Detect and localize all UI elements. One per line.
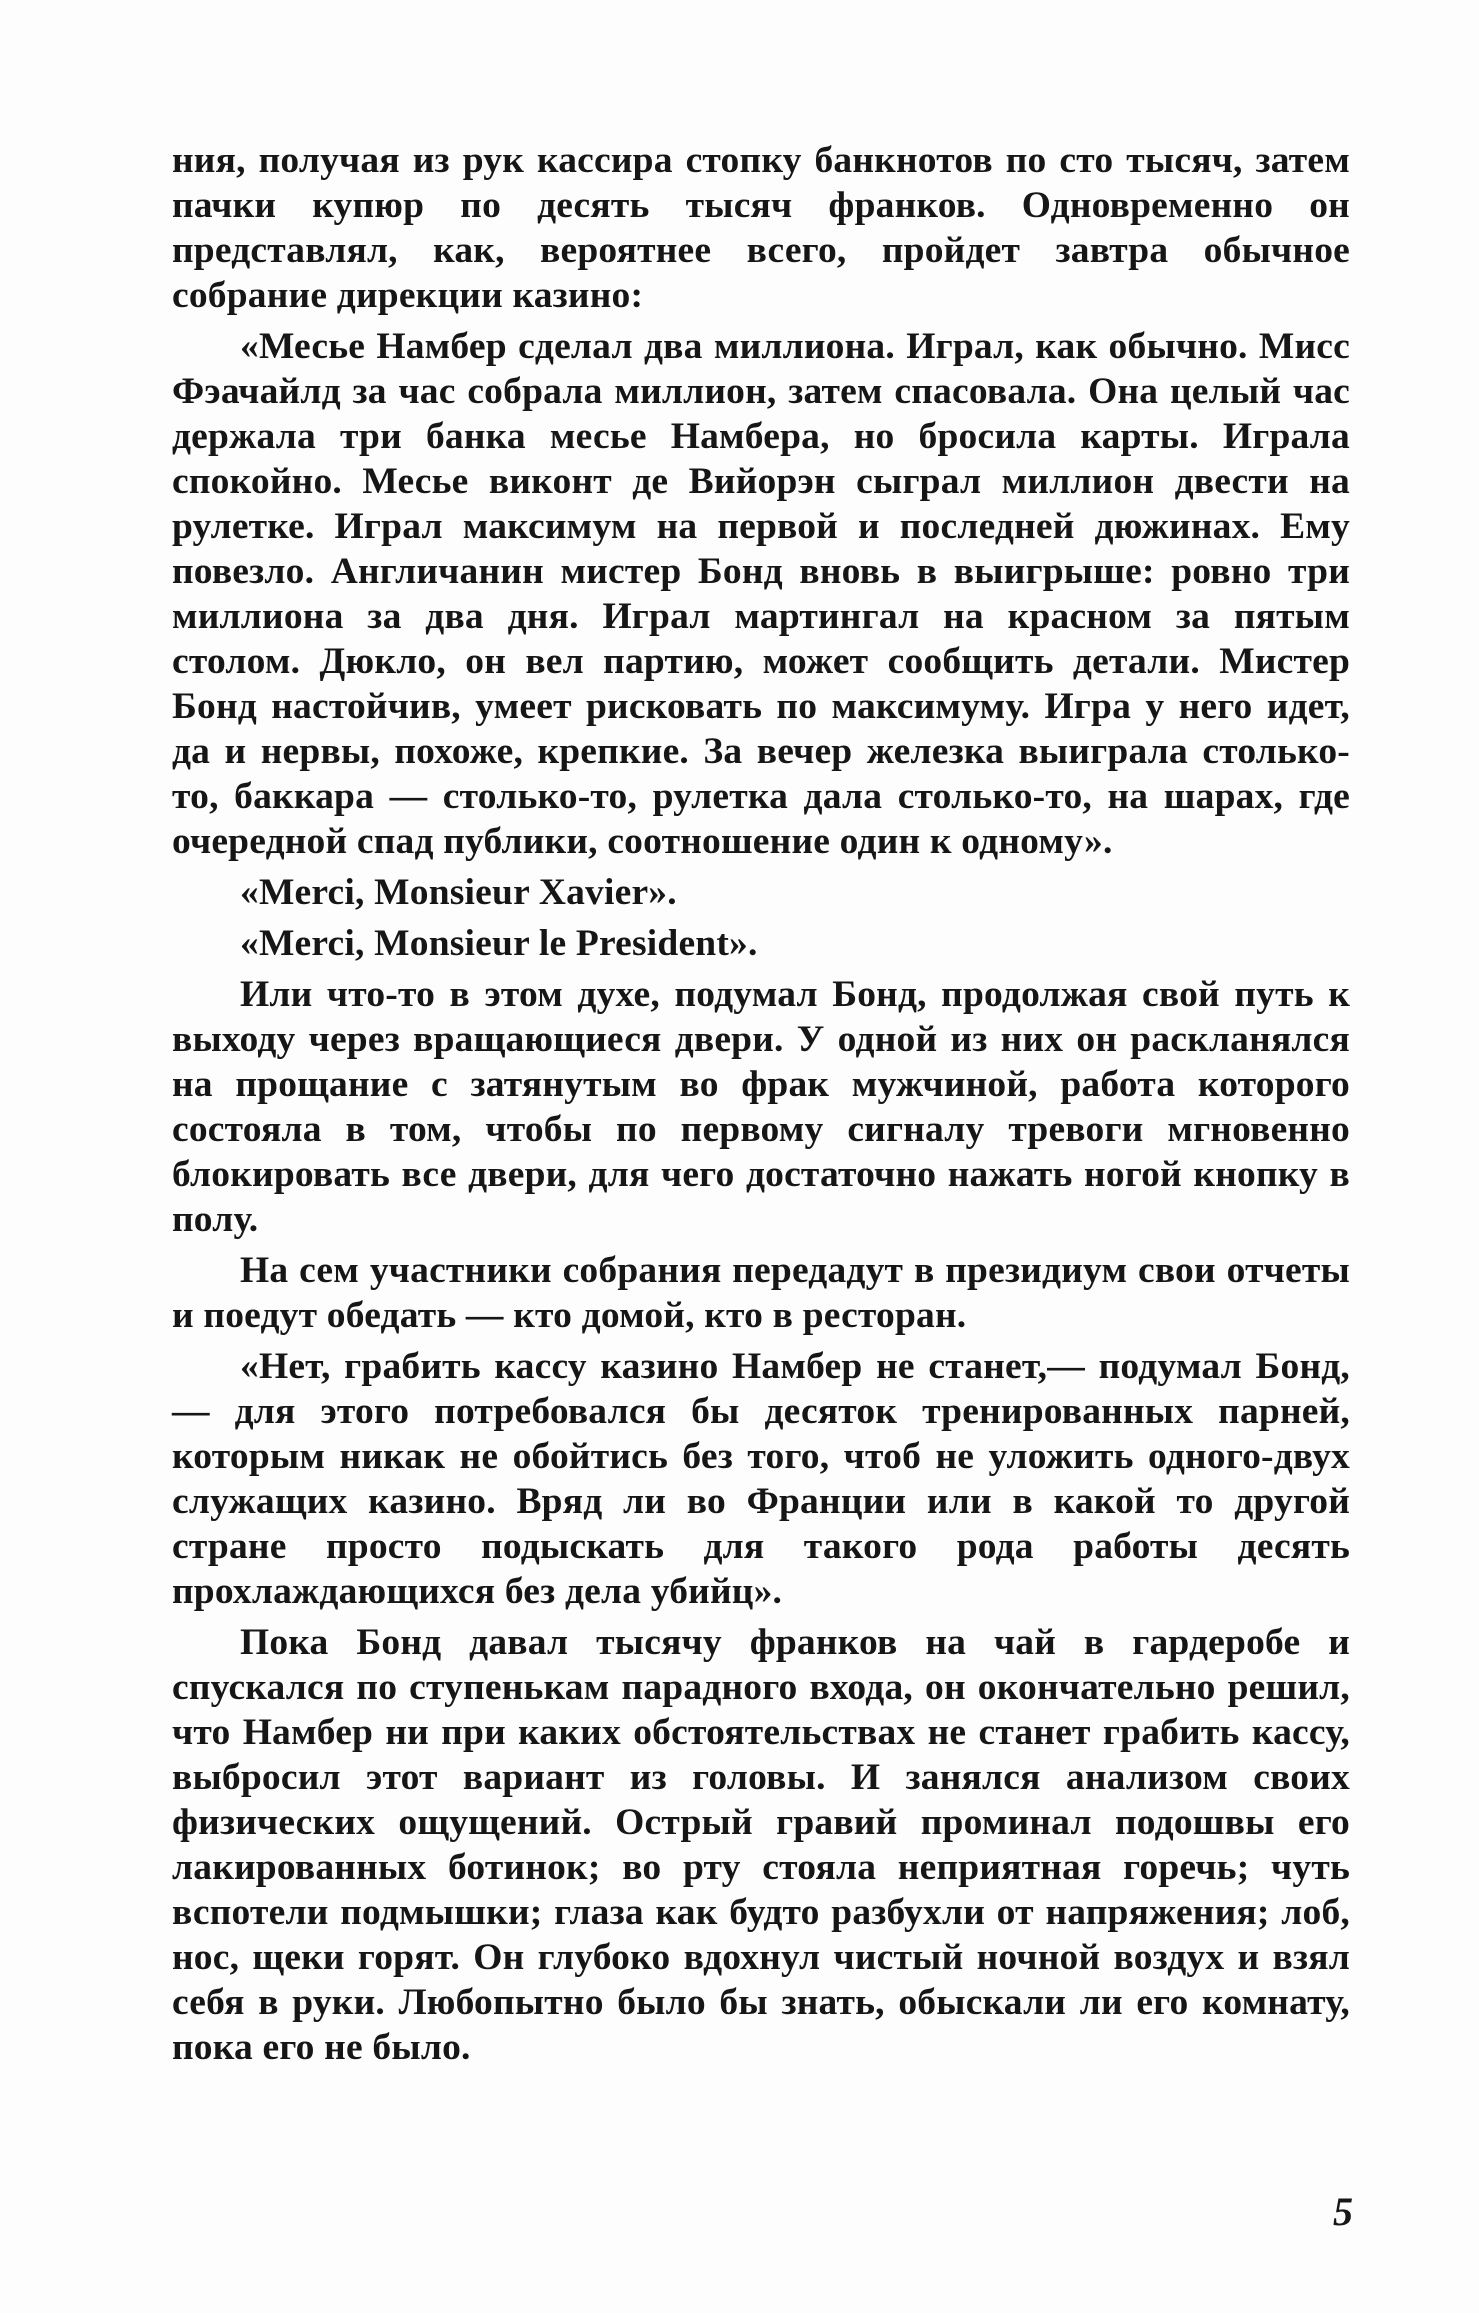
paragraph-8: Пока Бонд давал тысячу франков на чай в гардеробе и спускался по ступенькам парадного входа, он окончательно решил, что Намбер ни при каких обстоятельствах не станет грабить кассу, выбросил этот вариант из головы. И занялся анализом своих физических ощущений. Острый гравий проминал подошвы его лакированных ботинок; во рту стояла неприятная горечь; чуть вспотели подмышки; глаза как будто разбухли от напряжения; лоб, нос, щеки горят. Он глубоко вдохнул чистый ночной воздух и взял себя в руки. Любопытно было бы знать, обыскали ли его комнату, пока его не было. (172, 1622, 1350, 2068)
paragraph-1: ния, получая из рук кассира стопку банкнотов по сто тысяч, затем пачки купюр по десять тысяч франков. Одновременно он представлял, как, вероятнее всего, пройдет завтра обычное собрание дирекции казино: (172, 140, 1350, 316)
body-text (172, 138, 1350, 2070)
paragraph-5: Или что-то в этом духе, подумал Бонд, продолжая свой путь к выходу через вращающиеся двери. У одной из них он раскланялся на прощание с затянутым во фрак мужчиной, работа которого состояла в том, чтобы по первому сигналу тревоги мгновенно блокировать все двери, для чего достаточно нажать ногой кнопку в полу. (172, 974, 1350, 1240)
paragraph-4: «Merci, Monsieur le President». (240, 923, 758, 964)
page-number: 5 (1333, 2189, 1353, 2234)
paragraph-7: «Нет, грабить кассу казино Намбер не станет,— подумал Бонд,— для этого потребовался бы десяток тренированных парней, которым никак не обойтись без того, чтоб не уложить одного-двух служащих казино. Вряд ли во Франции или в какой то другой стране просто подыскать для такого рода работы десять прохлаждающихся без дела убийц». (172, 1346, 1350, 1612)
paragraph-3: «Merci, Monsieur Xavier». (240, 872, 677, 913)
paragraph-2: «Месье Намбер сделал два миллиона. Играл, как обычно. Мисс Фэачайлд за час собрала миллион, затем спасовала. Она целый час держала три банка месье Намбера, но бросила карты. Играла спокойно. Месье виконт де Вийорэн сыграл миллион двести на рулетке. Играл максимум на первой и последней дюжинах. Ему повезло. Англичанин мистер Бонд вновь в выигрыше: ровно три миллиона за два дня. Играл мартингал на красном за пятым столом. Дюкло, он вел партию, может сообщить детали. Мистер Бонд настойчив, умеет рисковать по максимуму. Игра у него идет, да и нервы, похоже, крепкие. За вечер железка выиграла столько-то, баккара — столько-то, рулетка дала столько-то, на шарах, где очередной спад публики, соотношение один к одному». (172, 326, 1350, 862)
paragraph-6: На сем участники собрания передадут в президиум свои отчеты и поедут обедать — кто домой, кто в ресторан. (172, 1250, 1350, 1336)
